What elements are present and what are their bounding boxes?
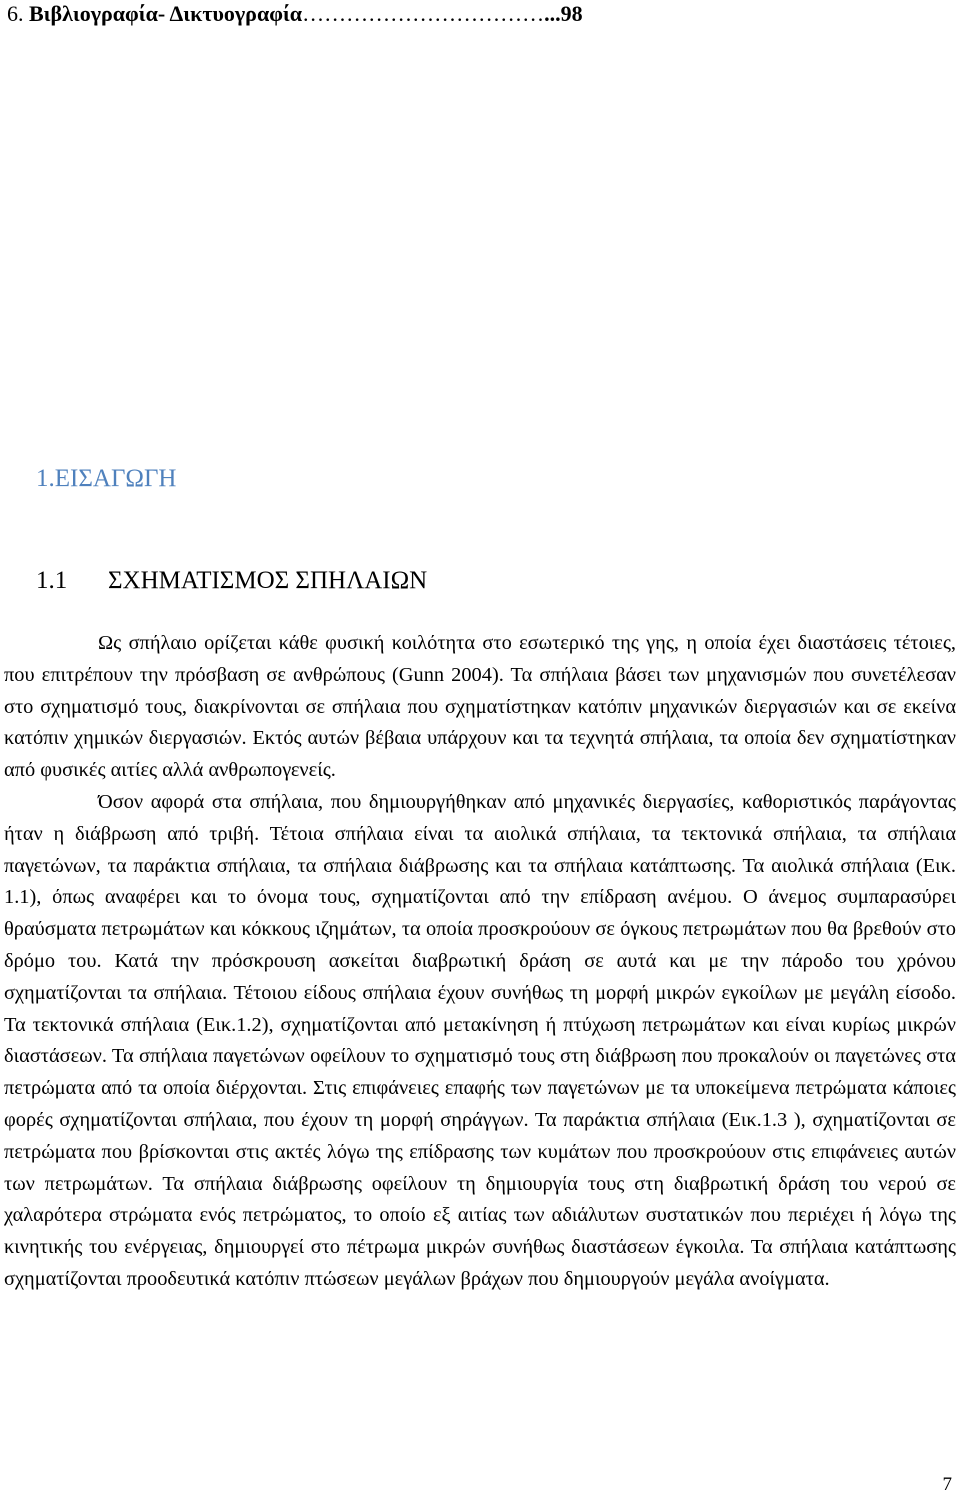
toc-entry-bibliography[interactable] bbox=[7, 0, 957, 28]
toc-dot-leader: …………………………… bbox=[302, 1, 545, 26]
chapter-heading: 1.ΕΙΣΑΓΩΓΗ bbox=[36, 465, 177, 492]
toc-entry-page: ...98 bbox=[544, 1, 583, 26]
toc-entry-number: 6. bbox=[7, 1, 24, 26]
section-heading bbox=[36, 564, 427, 598]
section-title: ΣΧΗΜΑΤΙΣΜΟΣ ΣΠΗΛΑΙΩΝ bbox=[108, 567, 428, 594]
section-number: 1.1 bbox=[36, 567, 68, 594]
body-text bbox=[4, 628, 956, 1296]
toc-entry-title: Βιβλιογραφία- Δικτυογραφία bbox=[29, 1, 303, 26]
paragraph-definition: Ως σπήλαιο ορίζεται κάθε φυσική κοιλότητα στο εσωτερικό της γης, η οποία έχει διαστάσεις τέτοιες, που επιτρέπουν την πρόσβαση σε ανθρώπους (Gunn 2004). Τα σπήλαια βάσει των μηχανισμών που συνετέλεσαν στο σχηματισμό τους, διακρίνονται σε σπήλαια που σχηματίστηκαν κατόπιν μηχανικών διεργασιών και σε εκείνα κατόπιν χημικών διεργασιών. Εκτός αυτών βέβαια υπάρχουν και τα τεχνητά σπήλαια, τα οποία δεν σχηματίστηκαν από φυσικές αιτίες αλλά ανθρωπογενείς. bbox=[4, 632, 956, 782]
paragraph-mechanical-caves: Όσον αφορά στα σπήλαια, που δημιουργήθηκαν από μηχανικές διεργασίες, καθοριστικός παράγοντας ήταν η διάβρωση από τριβή. Τέτοια σπήλαια είναι τα αιολικά σπήλαια, τα τεκτονικά σπήλαια, τα σπήλαια παγετώνων, τα παράκτια σπήλαια, τα σπήλαια διάβρωσης και τα σπήλαια κατάπτωσης. Τα αιολικά σπήλαια (Εικ. 1.1), όπως αναφέρει και το όνομα τους, σχηματίζονται από την επίδραση ανέμου. Ο άνεμος συμπαρασύρει θραύσματα πετρωμάτων και κόκκους ιζημάτων, τα οποία προσκρούουν σε όγκους πετρωμάτων που θα βρεθούν στο δρόμο του. Κατά την πρόσκρουση ασκείται διαβρωτική δράση σε αυτά και με την πάροδο του χρόνου σχηματίζονται τα σπήλαια. Τέτοιου είδους σπήλαια έχουν συνήθως τη μορφή μικρών εγκοίλων με μεγάλη είσοδο. Τα τεκτονικά σπήλαια (Εικ.1.2), σχηματίζονται από μετακίνηση ή πτύχωση πετρωμάτων και είναι κυρίως μικρών διαστάσεων. Τα σπήλαια παγετώνων οφείλουν το σχηματισμό τους στη διάβρωση που προκαλούν οι παγετώνες στα πετρώματα από τα οποία διέρχονται. Στις επιφάνειες επαφής των παγετώνων με τα υποκείμενα πετρώματα κάποιες φορές σχηματίζονται σπήλαια, που έχουν τη μορφή σηράγγων. Τα παράκτια σπήλαια (Εικ.1.3 ), σχηματίζονται σε πετρώματα που βρίσκονται στις ακτές λόγω της επίδρασης των κυμάτων που προσκρούουν στις επιφάνειες αυτών των πετρωμάτων. Τα σπήλαια διάβρωσης οφείλουν τη δημιουργία τους στη διαβρωτική δράση του νερού σε χαλαρότερα στρώματα ενός πετρώματος, το οποίο εξ αιτίας των αδιάλυτων συστατικών που περιέχει ή λόγω της κινητικής του ενέργειας, δημιουργεί στο πέτρωμα μικρών συνήθως διαστάσεων έγκοιλα. Τα σπήλαια κατάπτωσης σχηματίζονται προοδευτικά κατόπιν πτώσεων μεγάλων βράχων που δημιουργούν μεγάλα ανοίγματα. bbox=[4, 790, 956, 1290]
page-number: 7 bbox=[942, 1474, 952, 1495]
